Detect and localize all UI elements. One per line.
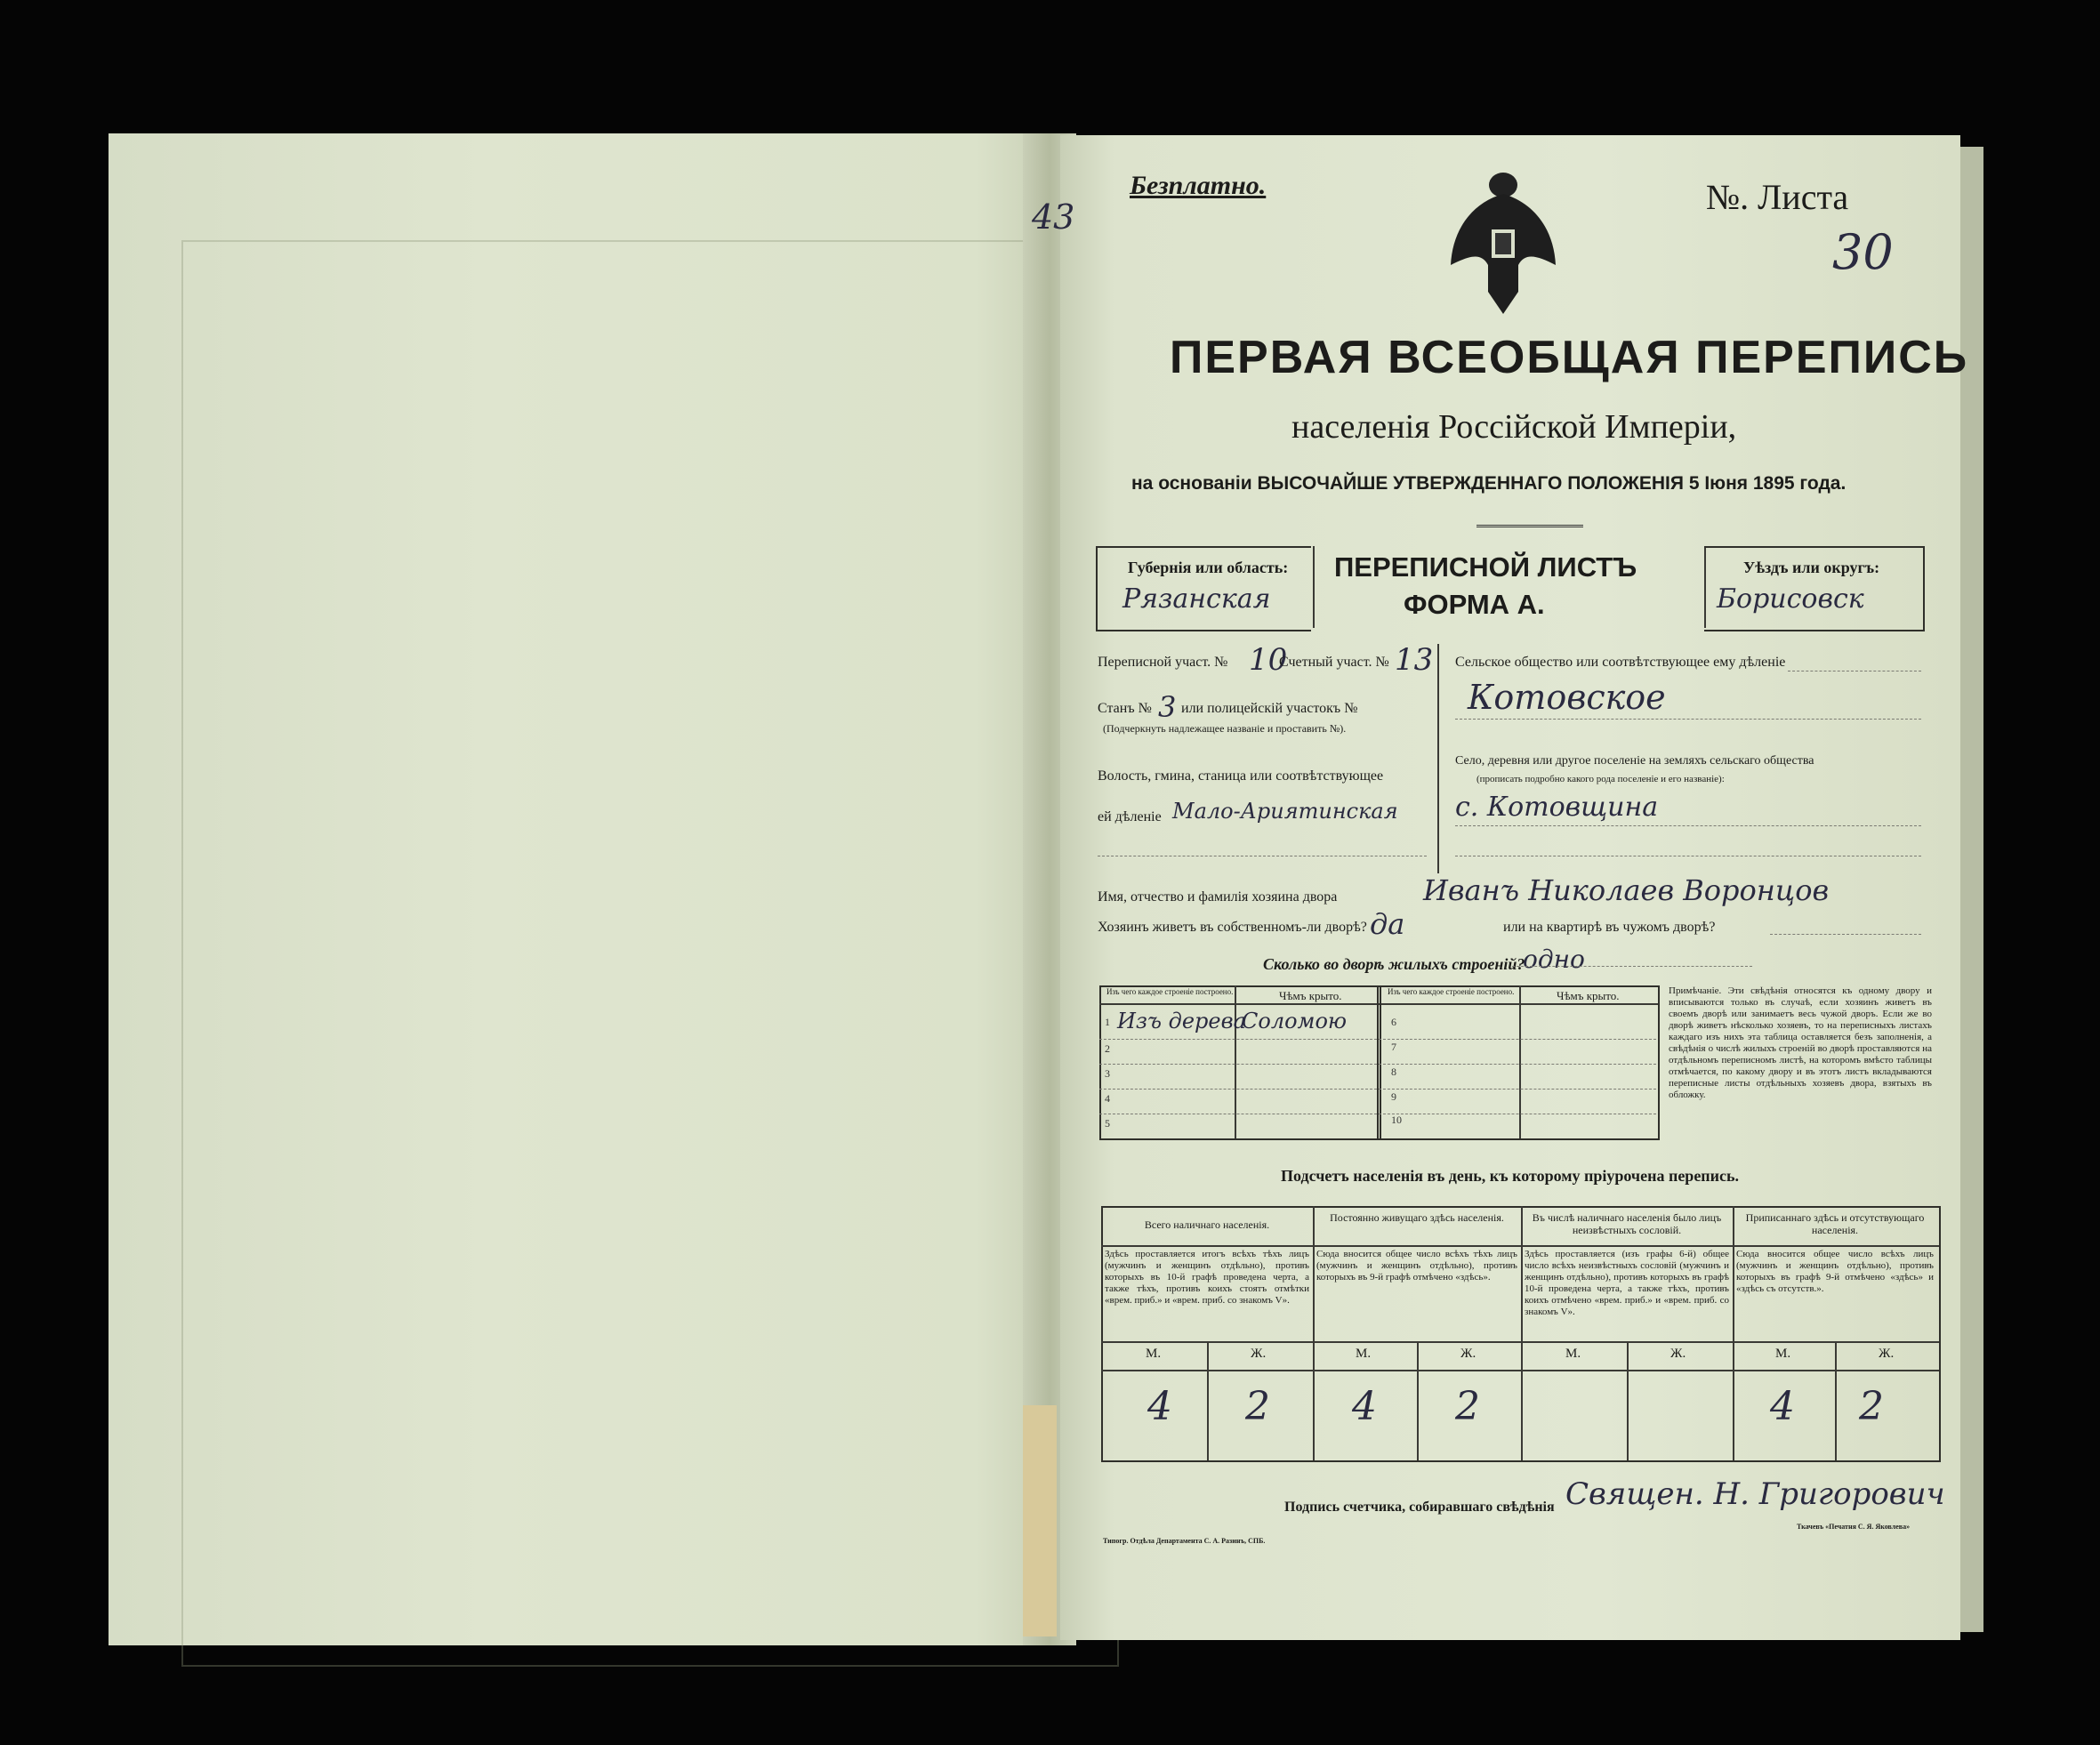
uezd-label: Уѣздъ или округъ: — [1743, 559, 1880, 576]
sheet-label: №. Листа — [1706, 177, 1849, 217]
village-note: (прописать подробно какого рода поселеніе и его названіе): — [1476, 774, 1725, 784]
form-name: ФОРМА А. — [1404, 589, 1545, 620]
village-label: Село, деревня или другое поселеніе на земляхъ сельскаго общества — [1455, 754, 1814, 768]
row-number: 6 — [1391, 1016, 1396, 1028]
count-desc-line — [1101, 1341, 1939, 1343]
buildings-col-line-3 — [1519, 985, 1521, 1138]
folio-number: 43 — [1032, 197, 1075, 237]
volost-label-2: ей дѣленіе — [1098, 809, 1162, 824]
census-basis: на основаніи ВЫСОЧАЙШЕ УТВЕРЖДЕННАГО ПОЛОЖЕНІЯ 5 Іюня 1895 года. — [1131, 473, 1847, 494]
buildings-col1-head: Изъ чего каждое строеніе построено. — [1106, 987, 1234, 996]
count-value: 2 — [1455, 1384, 1480, 1429]
count-f-label: Ж. — [1460, 1347, 1476, 1361]
count-col1-desc: Здѣсь проставляется итогъ всѣхъ тѣхъ лицъ (мужчинъ и женщинъ отдѣльно), противъ которыхъ въ 10-й графѣ проведена черта, а также тѣхъ, противъ коихъ стоятъ отмѣтки «врем. приб.» и «врем. приб. со знакомъ V». — [1105, 1249, 1309, 1306]
count-mf-line — [1101, 1370, 1939, 1371]
left-page — [109, 133, 1051, 1645]
census-subtitle: населенія Россійской Имперіи, — [1291, 408, 1737, 446]
count-col-line — [1313, 1206, 1315, 1460]
ornament-divider — [1476, 525, 1583, 527]
rent-line — [1770, 934, 1921, 935]
gubernia-label: Губернія или область: — [1128, 559, 1289, 576]
stan-label: Станъ № — [1098, 701, 1152, 716]
census-district-value: 10 — [1249, 642, 1288, 678]
building-1-material: Изъ дерева — [1117, 1009, 1246, 1033]
counting-district-value: 13 — [1395, 642, 1434, 678]
signature-label: Подпись счетчика, собиравшаго свѣдѣнія — [1284, 1500, 1555, 1515]
count-f-label: Ж. — [1670, 1347, 1686, 1361]
row-number: 1 — [1105, 1016, 1110, 1028]
field-column-divider — [1437, 644, 1439, 873]
buildings-row-line — [1099, 1089, 1656, 1090]
building-1-roof: Соломою — [1242, 1009, 1348, 1033]
count-m-label: М. — [1565, 1347, 1581, 1361]
owner-value: Иванъ Николаев Воронцов — [1423, 873, 1830, 907]
count-col4-desc: Сюда вносится общее число всѣхъ лицъ (мужчинъ и женщинъ отдѣльно), противъ которыхъ въ графѣ 9-й отмѣчено «здѣсь» и «здѣсь съ отсутств.». — [1736, 1249, 1934, 1294]
printer-imprint-left: Типогр. Отдѣла Департамента С. А. Разинъ, СПБ. — [1103, 1537, 1266, 1545]
buildings-underline — [1512, 966, 1752, 967]
row-number: 8 — [1391, 1065, 1396, 1078]
count-col3-desc: Здѣсь проставляется (изъ графы 6-й) общее число всѣхъ неизвѣстныхъ сословій (мужчинъ и женщинъ отдѣльно), противъ которыхъ въ графѣ 10-й проведена черта, а также тѣхъ, противъ коихъ отмѣчено «врем. приб.» и «врем. приб. со знакомъ V». — [1525, 1249, 1729, 1317]
count-f-label: Ж. — [1879, 1347, 1895, 1361]
police-label: или полицейскій участокъ № — [1181, 701, 1358, 716]
header-divider-left — [1313, 546, 1315, 628]
count-m-label: М. — [1356, 1347, 1372, 1361]
stan-value: 3 — [1158, 690, 1177, 724]
volost-label: Волость, гмина, станица или соотвѣтствующее — [1098, 768, 1384, 784]
count-col-line — [1733, 1206, 1734, 1460]
buildings-col-line-2 — [1377, 985, 1381, 1138]
rent-label: или на квартирѣ въ чужомъ дворѣ? — [1503, 920, 1716, 935]
binding-strip — [1023, 1405, 1057, 1636]
row-number: 5 — [1105, 1117, 1110, 1130]
row-number: 2 — [1105, 1042, 1110, 1055]
buildings-row-line — [1099, 1064, 1656, 1065]
buildings-col2-head: Чѣмъ крыто. — [1279, 989, 1342, 1002]
mf-split — [1417, 1341, 1419, 1460]
row-number: 10 — [1391, 1114, 1402, 1126]
count-value: 4 — [1770, 1384, 1795, 1429]
signature-value: Священ. Н. Григорович — [1565, 1476, 1945, 1512]
printer-imprint-right: Ткачевъ «Печатня С. Я. Яковлева» — [1797, 1523, 1911, 1531]
village-value: с. Котовщина — [1455, 792, 1659, 823]
mf-split — [1835, 1341, 1837, 1460]
village-underline — [1455, 825, 1921, 826]
count-col3-head: Въ числѣ наличнаго населенія было лицъ неизвѣстныхъ сословій. — [1532, 1211, 1722, 1236]
society-value: Котовское — [1468, 678, 1666, 717]
underline-note: (Подчеркнуть надлежащее названіе и проставить №). — [1103, 722, 1347, 735]
form-title: ПЕРЕПИСНОЙ ЛИСТЪ — [1334, 551, 1637, 583]
own-yard-value: да — [1370, 907, 1405, 941]
mf-split — [1627, 1341, 1629, 1460]
buildings-note: Примѣчаніе. Эти свѣдѣнія относятся къ одному двору и вписываются только въ случаѣ, если хозяинъ живетъ въ своемъ дворѣ или занимаетъ весь чужой дворъ. Если же во дворѣ живетъ нѣсколько хозяевъ, то на переписныхъ листахъ каждаго изъ нихъ эта таблица оставляется безъ заполненія, а свѣдѣнія о числѣ жилыхъ строеній во дворѣ проставляются на отдѣльномъ переписномъ листѣ, на которомъ вмѣсто таблицы отмѣчается, по какому двору и въ этотъ листъ вкладываются переписные листы отдѣльныхъ хозяевъ двора, взятыхъ въ обложку. — [1669, 985, 1932, 1100]
gubernia-value: Рязанская — [1122, 583, 1271, 615]
count-col2-head: Постоянно живущаго здѣсь населенія. — [1330, 1211, 1504, 1224]
uezd-value: Борисовск — [1717, 583, 1864, 615]
count-col2-desc: Сюда вносится общее число всѣхъ тѣхъ лицъ (мужчинъ и женщинъ отдѣльно), противъ которыхъ въ 9-й графѣ отмѣчено «здѣсь». — [1316, 1249, 1517, 1283]
count-value: 4 — [1147, 1384, 1172, 1429]
census-title: ПЕРВАЯ ВСЕОБЩАЯ ПЕРЕПИСЬ — [1170, 332, 1969, 383]
sheet-number: 30 — [1832, 224, 1894, 280]
left-page-border — [181, 240, 1119, 1667]
buildings-label: Сколько во дворѣ жилыхъ строеній? — [1263, 955, 1525, 973]
society-label: Сельское общество или соотвѣтствующее ему дѣленіе — [1455, 655, 1786, 670]
count-col4-head: Приписаннаго здѣсь и отсутствующаго населенія. — [1745, 1211, 1925, 1236]
row-number: 7 — [1391, 1041, 1396, 1053]
counting-district-label: Счетный участ. № — [1279, 655, 1389, 670]
count-title: Подсчетъ населенія въ день, къ которому пріурочена перепись. — [1281, 1167, 1740, 1185]
buildings-row-line — [1099, 1039, 1656, 1040]
count-col-line — [1521, 1206, 1523, 1460]
row-number: 3 — [1105, 1067, 1110, 1080]
buildings-col4-head: Чѣмъ крыто. — [1557, 989, 1620, 1002]
owner-label: Имя, отчество и фамилія хозяина двора — [1098, 889, 1338, 905]
row-number: 9 — [1391, 1090, 1396, 1103]
count-col1-head: Всего наличнаго населенія. — [1144, 1218, 1270, 1231]
count-value: 2 — [1245, 1384, 1270, 1429]
count-m-label: М. — [1146, 1347, 1162, 1361]
count-m-label: М. — [1775, 1347, 1791, 1361]
mf-split — [1207, 1341, 1209, 1460]
society-underline — [1455, 719, 1921, 720]
census-district-label: Переписной участ. № — [1098, 655, 1228, 670]
count-f-label: Ж. — [1251, 1347, 1267, 1361]
free-label: Безплатно. — [1130, 171, 1267, 200]
buildings-value: одно — [1523, 945, 1585, 974]
count-head-line — [1101, 1245, 1939, 1247]
count-value: 4 — [1352, 1384, 1377, 1429]
own-yard-label: Хозяинъ живетъ въ собственномъ-ли дворѣ? — [1098, 920, 1367, 935]
volost-value: Мало-Ариятинская — [1172, 799, 1398, 824]
row-number: 4 — [1105, 1092, 1110, 1105]
count-value: 2 — [1859, 1384, 1884, 1429]
buildings-col3-head: Изъ чего каждое строеніе построено. — [1388, 987, 1515, 996]
double-headed-eagle-emblem — [1445, 167, 1561, 318]
